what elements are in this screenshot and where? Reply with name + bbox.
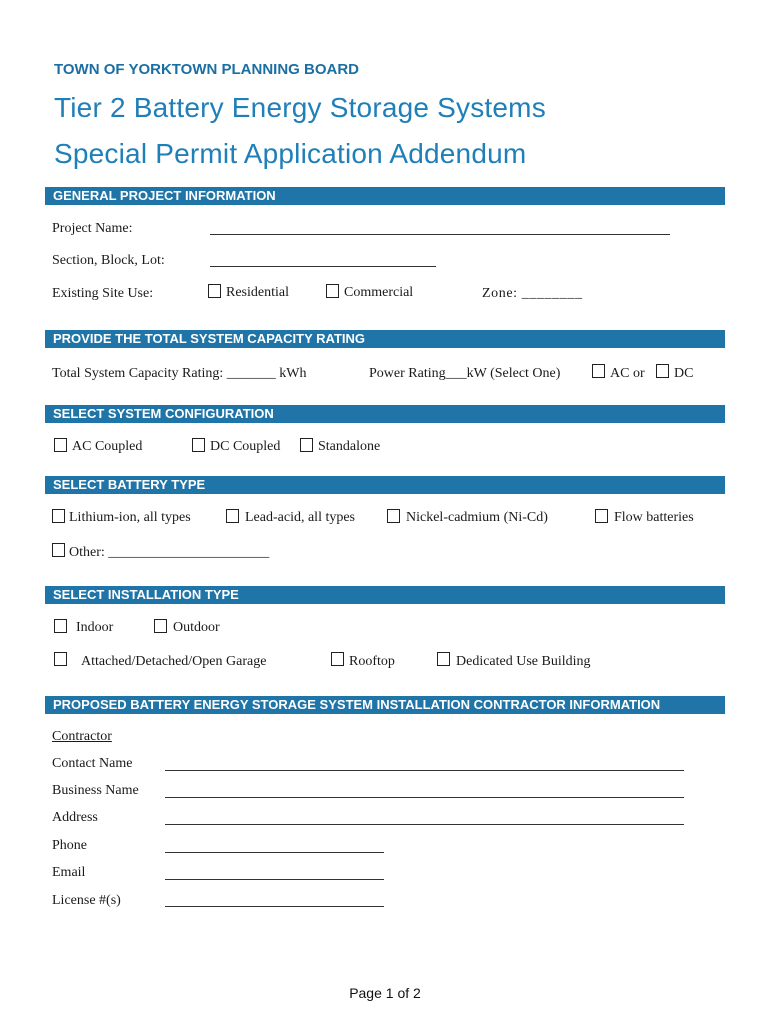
section-heading-installation: SELECT INSTALLATION TYPE — [53, 587, 239, 602]
existing-site-use-label: Existing Site Use: — [52, 286, 154, 301]
indoor-label: Indoor — [76, 620, 114, 635]
section-bar-contractor — [45, 696, 725, 714]
dedicated-building-checkbox[interactable] — [437, 652, 450, 666]
section-bar-general — [45, 187, 725, 205]
ac-coupled-label: AC Coupled — [72, 439, 143, 454]
section-bar-capacity — [45, 330, 725, 348]
standalone-label: Standalone — [318, 439, 381, 454]
address-label: Address — [52, 810, 98, 825]
contact-name-field[interactable] — [165, 770, 684, 771]
ac-coupled-checkbox[interactable] — [54, 438, 67, 452]
business-name-label: Business Name — [52, 783, 139, 798]
phone-field[interactable] — [165, 852, 384, 853]
nickel-cadmium-checkbox[interactable] — [387, 509, 400, 523]
attached-garage-label: Attached/Detached/Open Garage — [81, 654, 267, 669]
business-name-field[interactable] — [165, 797, 684, 798]
lead-acid-checkbox[interactable] — [226, 509, 239, 523]
outdoor-label: Outdoor — [173, 620, 220, 635]
section-heading-contractor: PROPOSED BATTERY ENERGY STORAGE SYSTEM INSTALLATION CONTRACTOR INFORMATION — [53, 697, 661, 712]
outdoor-checkbox[interactable] — [154, 619, 167, 633]
nickel-cadmium-label: Nickel-cadmium (Ni-Cd) — [406, 510, 548, 525]
form-title-line1: Tier 2 Battery Energy Storage Systems — [54, 92, 546, 123]
ac-power-label: AC or — [610, 366, 645, 381]
project-name-label: Project Name: — [52, 221, 133, 236]
email-label: Email — [52, 865, 86, 880]
section-heading-general: GENERAL PROJECT INFORMATION — [53, 188, 276, 203]
dedicated-building-label: Dedicated Use Building — [456, 654, 591, 669]
section-heading-battery: SELECT BATTERY TYPE — [53, 477, 206, 492]
residential-checkbox[interactable] — [208, 284, 221, 298]
contractor-subheading: Contractor — [52, 729, 112, 744]
section-block-lot-field[interactable] — [210, 266, 436, 267]
section-bar-installation — [45, 586, 725, 604]
ac-power-checkbox[interactable] — [592, 364, 605, 378]
flow-batteries-checkbox[interactable] — [595, 509, 608, 523]
section-heading-configuration: SELECT SYSTEM CONFIGURATION — [53, 406, 274, 421]
power-rating-field[interactable]: Power Rating___kW (Select One) — [369, 366, 561, 381]
dc-power-label: DC — [674, 366, 694, 381]
address-field[interactable] — [165, 824, 684, 825]
organization-name: TOWN OF YORKTOWN PLANNING BOARD — [54, 61, 359, 78]
dc-coupled-label: DC Coupled — [210, 439, 281, 454]
project-name-field[interactable] — [210, 234, 670, 235]
form-title-line2: Special Permit Application Addendum — [54, 138, 527, 169]
other-battery-checkbox[interactable] — [52, 543, 65, 557]
section-bar-battery — [45, 476, 725, 494]
indoor-checkbox[interactable] — [54, 619, 67, 633]
contact-name-label: Contact Name — [52, 756, 133, 771]
lithium-ion-checkbox[interactable] — [52, 509, 65, 523]
rooftop-label: Rooftop — [349, 654, 395, 669]
license-field[interactable] — [165, 906, 384, 907]
total-capacity-field[interactable]: Total System Capacity Rating: _______ kWh — [52, 366, 307, 381]
flow-batteries-label: Flow batteries — [614, 510, 694, 525]
standalone-checkbox[interactable] — [300, 438, 313, 452]
commercial-checkbox[interactable] — [326, 284, 339, 298]
section-block-lot-label: Section, Block, Lot: — [52, 253, 165, 268]
other-battery-field[interactable]: Other: _______________________ — [69, 545, 270, 560]
license-label: License #(s) — [52, 893, 121, 908]
rooftop-checkbox[interactable] — [331, 652, 344, 666]
zone-field[interactable]: Zone: ________ — [482, 286, 583, 301]
attached-garage-checkbox[interactable] — [54, 652, 67, 666]
section-heading-capacity: PROVIDE THE TOTAL SYSTEM CAPACITY RATING — [53, 331, 366, 346]
dc-coupled-checkbox[interactable] — [192, 438, 205, 452]
lithium-ion-label: Lithium-ion, all types — [69, 510, 191, 525]
phone-label: Phone — [52, 838, 87, 853]
dc-power-checkbox[interactable] — [656, 364, 669, 378]
email-field[interactable] — [165, 879, 384, 880]
lead-acid-label: Lead-acid, all types — [245, 510, 356, 525]
residential-label: Residential — [226, 285, 289, 300]
section-bar-configuration — [45, 405, 725, 423]
page-number: Page 1 of 2 — [349, 985, 421, 1001]
commercial-label: Commercial — [344, 285, 414, 300]
